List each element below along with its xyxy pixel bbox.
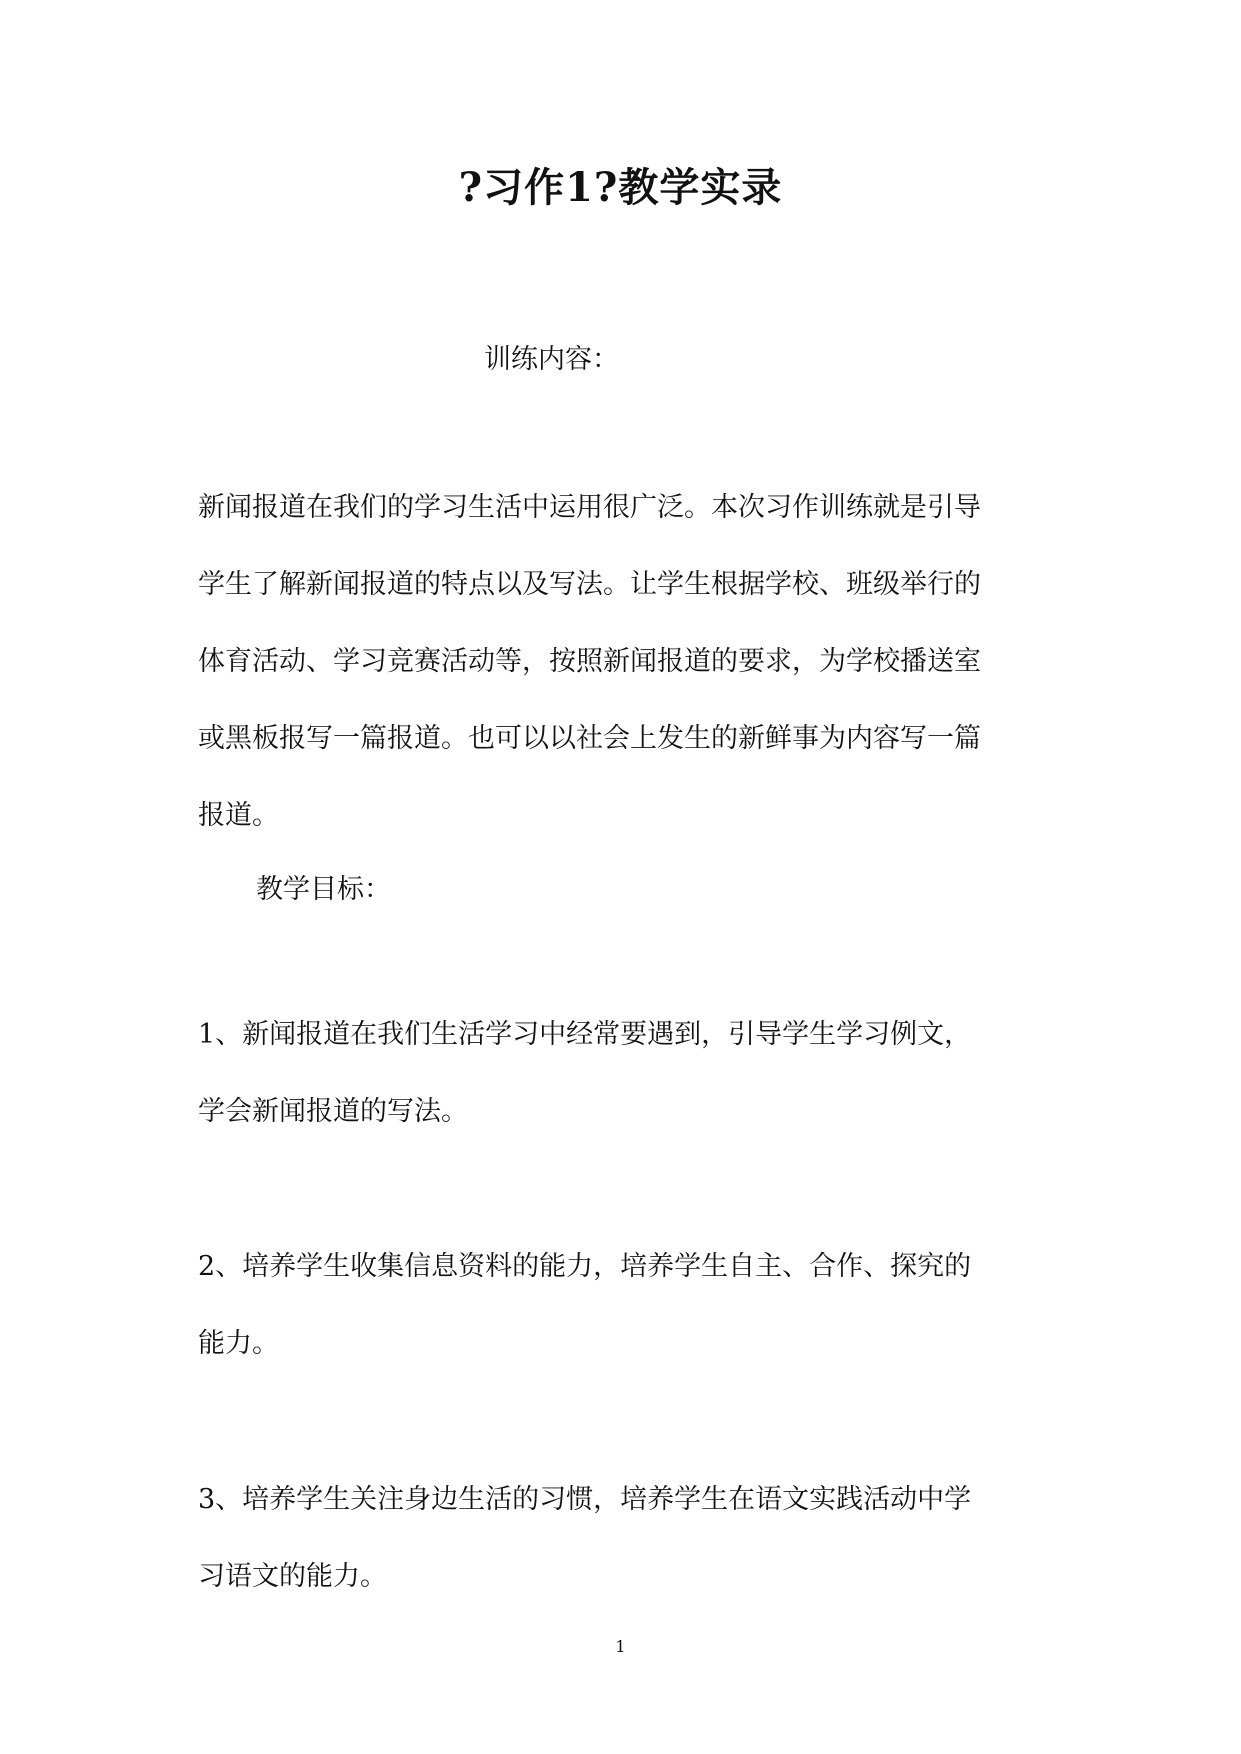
goal-line: 3、培养学生关注身边生活的习惯，培养学生在语文实践活动中学 <box>198 1484 972 1515</box>
training-paragraph <box>198 488 981 873</box>
goal-item-3 <box>198 1480 971 1634</box>
goal-item-2 <box>198 1247 971 1401</box>
paragraph-line: 报道。 <box>198 800 279 831</box>
teaching-goals-label: 教学目标： <box>256 874 391 905</box>
goal-line: 2、培养学生收集信息资料的能力，培养学生自主、合作、探究的 <box>198 1251 972 1282</box>
paragraph-line: 新闻报道在我们的学习生活中运用很广泛。本次习作训练就是引导 <box>198 492 981 523</box>
goal-line: 习语文的能力。 <box>198 1561 387 1592</box>
paragraph-line: 学生了解新闻报道的特点以及写法。让学生根据学校、班级举行的 <box>198 569 981 600</box>
page-number: 1 <box>615 1637 626 1656</box>
goal-item-1 <box>198 1015 971 1169</box>
paragraph-line: 体育活动、学习竞赛活动等，按照新闻报道的要求，为学校播送室 <box>198 646 981 677</box>
training-content-label: 训练内容： <box>484 344 619 375</box>
goal-line: 能力。 <box>198 1328 279 1359</box>
goal-line: 1、新闻报道在我们生活学习中经常要遇到，引导学生学习例文， <box>198 1019 972 1050</box>
paragraph-line: 或黑板报写一篇报道。也可以以社会上发生的新鲜事为内容写一篇 <box>198 723 981 754</box>
goal-line: 学会新闻报道的写法。 <box>198 1096 468 1127</box>
document-title: ?习作1?教学实录 <box>458 164 783 211</box>
